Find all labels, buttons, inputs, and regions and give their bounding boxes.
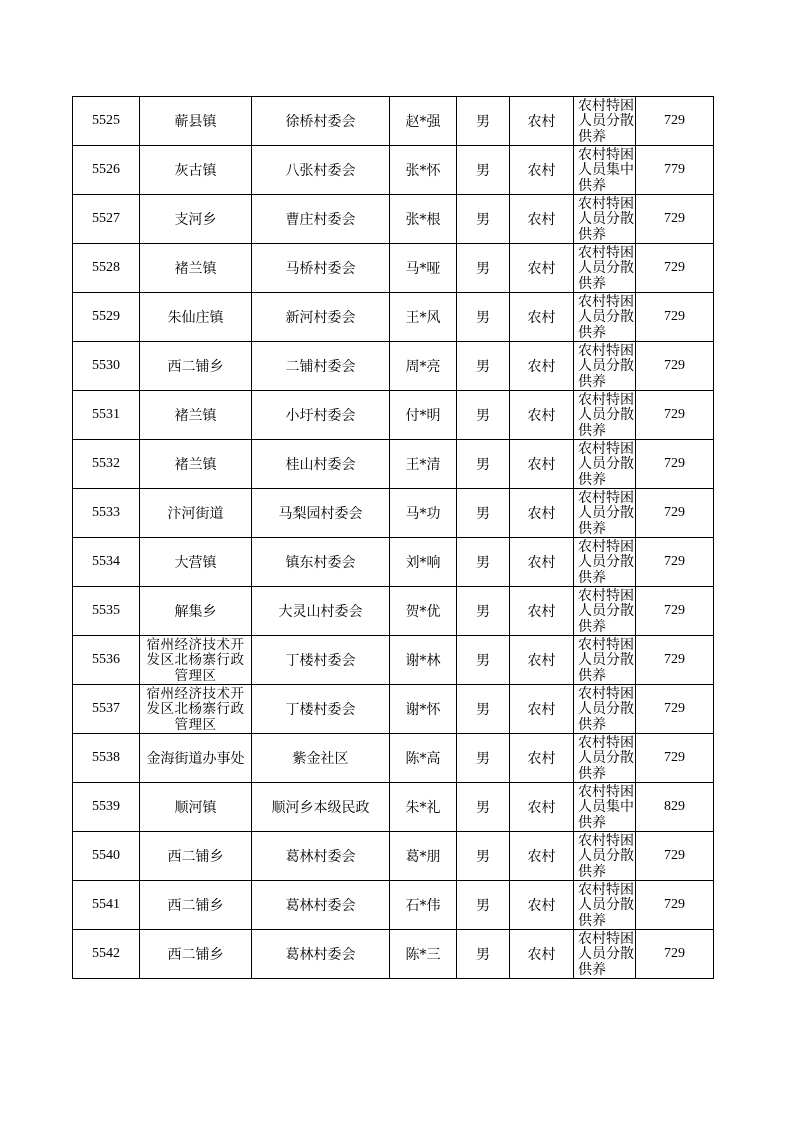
cell-gender: 男 — [457, 97, 510, 146]
cell-amount: 729 — [636, 97, 714, 146]
cell-village: 葛林村委会 — [252, 881, 390, 930]
cell-serial-number: 5542 — [73, 930, 140, 979]
cell-name: 葛*朋 — [390, 832, 457, 881]
cell-name: 马*功 — [390, 489, 457, 538]
cell-amount: 729 — [636, 489, 714, 538]
cell-township: 支河乡 — [140, 195, 252, 244]
cell-amount: 729 — [636, 930, 714, 979]
table-row — [73, 930, 714, 979]
cell-township: 灰古镇 — [140, 146, 252, 195]
cell-name: 谢*林 — [390, 636, 457, 685]
table-row — [73, 685, 714, 734]
cell-gender: 男 — [457, 244, 510, 293]
cell-serial-number: 5528 — [73, 244, 140, 293]
cell-assistance-type: 农村特困人员分散供养 — [574, 391, 636, 440]
cell-amount: 729 — [636, 293, 714, 342]
cell-name: 贺*优 — [390, 587, 457, 636]
cell-serial-number: 5537 — [73, 685, 140, 734]
table-row — [73, 636, 714, 685]
cell-amount: 729 — [636, 391, 714, 440]
cell-name: 石*伟 — [390, 881, 457, 930]
cell-assistance-type: 农村特困人员分散供养 — [574, 489, 636, 538]
cell-township: 褚兰镇 — [140, 391, 252, 440]
cell-assistance-type: 农村特困人员分散供养 — [574, 440, 636, 489]
cell-serial-number: 5527 — [73, 195, 140, 244]
cell-township: 西二铺乡 — [140, 832, 252, 881]
table-row — [73, 832, 714, 881]
cell-name: 付*明 — [390, 391, 457, 440]
cell-village: 马梨园村委会 — [252, 489, 390, 538]
cell-area: 农村 — [510, 636, 574, 685]
cell-assistance-type: 农村特困人员分散供养 — [574, 195, 636, 244]
cell-serial-number: 5529 — [73, 293, 140, 342]
cell-assistance-type: 农村特困人员分散供养 — [574, 244, 636, 293]
cell-amount: 729 — [636, 881, 714, 930]
cell-area: 农村 — [510, 881, 574, 930]
cell-serial-number: 5539 — [73, 783, 140, 832]
cell-area: 农村 — [510, 244, 574, 293]
cell-assistance-type: 农村特困人员分散供养 — [574, 293, 636, 342]
cell-amount: 729 — [636, 636, 714, 685]
table-row — [73, 881, 714, 930]
table-row — [73, 244, 714, 293]
cell-township: 西二铺乡 — [140, 342, 252, 391]
cell-area: 农村 — [510, 391, 574, 440]
table-row — [73, 146, 714, 195]
cell-area: 农村 — [510, 293, 574, 342]
cell-area: 农村 — [510, 97, 574, 146]
cell-serial-number: 5533 — [73, 489, 140, 538]
cell-area: 农村 — [510, 195, 574, 244]
cell-name: 谢*怀 — [390, 685, 457, 734]
table-row — [73, 538, 714, 587]
cell-serial-number: 5535 — [73, 587, 140, 636]
cell-village: 小圩村委会 — [252, 391, 390, 440]
cell-serial-number: 5536 — [73, 636, 140, 685]
cell-gender: 男 — [457, 146, 510, 195]
cell-gender: 男 — [457, 636, 510, 685]
cell-assistance-type: 农村特困人员集中供养 — [574, 146, 636, 195]
cell-township: 金海街道办事处 — [140, 734, 252, 783]
cell-amount: 729 — [636, 244, 714, 293]
cell-area: 农村 — [510, 342, 574, 391]
cell-name: 周*亮 — [390, 342, 457, 391]
cell-village: 丁楼村委会 — [252, 685, 390, 734]
cell-serial-number: 5538 — [73, 734, 140, 783]
cell-amount: 779 — [636, 146, 714, 195]
cell-township: 大营镇 — [140, 538, 252, 587]
cell-assistance-type: 农村特困人员分散供养 — [574, 930, 636, 979]
cell-area: 农村 — [510, 538, 574, 587]
cell-assistance-type: 农村特困人员分散供养 — [574, 97, 636, 146]
cell-village: 顺河乡本级民政 — [252, 783, 390, 832]
cell-area: 农村 — [510, 685, 574, 734]
cell-township: 蕲县镇 — [140, 97, 252, 146]
cell-name: 王*清 — [390, 440, 457, 489]
cell-village: 葛林村委会 — [252, 930, 390, 979]
cell-village: 马桥村委会 — [252, 244, 390, 293]
cell-amount: 729 — [636, 440, 714, 489]
cell-amount: 729 — [636, 342, 714, 391]
table-row — [73, 391, 714, 440]
cell-gender: 男 — [457, 293, 510, 342]
cell-gender: 男 — [457, 832, 510, 881]
cell-township: 西二铺乡 — [140, 930, 252, 979]
cell-gender: 男 — [457, 342, 510, 391]
cell-name: 张*怀 — [390, 146, 457, 195]
table-row — [73, 97, 714, 146]
table-row — [73, 734, 714, 783]
cell-assistance-type: 农村特困人员集中供养 — [574, 783, 636, 832]
cell-serial-number: 5525 — [73, 97, 140, 146]
cell-serial-number: 5531 — [73, 391, 140, 440]
cell-assistance-type: 农村特困人员分散供养 — [574, 538, 636, 587]
cell-township: 西二铺乡 — [140, 881, 252, 930]
cell-area: 农村 — [510, 489, 574, 538]
cell-assistance-type: 农村特困人员分散供养 — [574, 587, 636, 636]
cell-gender: 男 — [457, 783, 510, 832]
table-row — [73, 783, 714, 832]
cell-assistance-type: 农村特困人员分散供养 — [574, 636, 636, 685]
cell-name: 张*根 — [390, 195, 457, 244]
cell-village: 镇东村委会 — [252, 538, 390, 587]
cell-township: 汴河街道 — [140, 489, 252, 538]
table-row — [73, 587, 714, 636]
cell-area: 农村 — [510, 783, 574, 832]
cell-area: 农村 — [510, 440, 574, 489]
cell-amount: 729 — [636, 734, 714, 783]
cell-gender: 男 — [457, 391, 510, 440]
cell-village: 紫金社区 — [252, 734, 390, 783]
cell-village: 丁楼村委会 — [252, 636, 390, 685]
cell-amount: 829 — [636, 783, 714, 832]
cell-township: 褚兰镇 — [140, 244, 252, 293]
cell-amount: 729 — [636, 685, 714, 734]
cell-amount: 729 — [636, 587, 714, 636]
cell-assistance-type: 农村特困人员分散供养 — [574, 685, 636, 734]
cell-serial-number: 5541 — [73, 881, 140, 930]
cell-gender: 男 — [457, 734, 510, 783]
cell-township: 宿州经济技术开发区北杨寨行政管理区 — [140, 685, 252, 734]
table-row — [73, 342, 714, 391]
cell-amount: 729 — [636, 195, 714, 244]
cell-assistance-type: 农村特困人员分散供养 — [574, 881, 636, 930]
cell-village: 二铺村委会 — [252, 342, 390, 391]
cell-area: 农村 — [510, 832, 574, 881]
cell-village: 曹庄村委会 — [252, 195, 390, 244]
table-body — [73, 97, 714, 979]
cell-serial-number: 5526 — [73, 146, 140, 195]
cell-village: 徐桥村委会 — [252, 97, 390, 146]
cell-village: 桂山村委会 — [252, 440, 390, 489]
cell-township: 顺河镇 — [140, 783, 252, 832]
cell-name: 马*哑 — [390, 244, 457, 293]
cell-area: 农村 — [510, 587, 574, 636]
cell-serial-number: 5530 — [73, 342, 140, 391]
cell-village: 大灵山村委会 — [252, 587, 390, 636]
cell-gender: 男 — [457, 881, 510, 930]
cell-name: 王*风 — [390, 293, 457, 342]
table-row — [73, 293, 714, 342]
cell-serial-number: 5540 — [73, 832, 140, 881]
cell-area: 农村 — [510, 734, 574, 783]
cell-amount: 729 — [636, 538, 714, 587]
cell-gender: 男 — [457, 489, 510, 538]
cell-gender: 男 — [457, 930, 510, 979]
cell-township: 解集乡 — [140, 587, 252, 636]
cell-amount: 729 — [636, 832, 714, 881]
cell-village: 葛林村委会 — [252, 832, 390, 881]
cell-township: 朱仙庄镇 — [140, 293, 252, 342]
cell-name: 陈*三 — [390, 930, 457, 979]
cell-assistance-type: 农村特困人员分散供养 — [574, 832, 636, 881]
cell-village: 新河村委会 — [252, 293, 390, 342]
cell-gender: 男 — [457, 538, 510, 587]
cell-village: 八张村委会 — [252, 146, 390, 195]
cell-gender: 男 — [457, 195, 510, 244]
cell-assistance-type: 农村特困人员分散供养 — [574, 734, 636, 783]
table-row — [73, 195, 714, 244]
cell-area: 农村 — [510, 146, 574, 195]
cell-serial-number: 5532 — [73, 440, 140, 489]
cell-name: 刘*响 — [390, 538, 457, 587]
cell-gender: 男 — [457, 587, 510, 636]
cell-serial-number: 5534 — [73, 538, 140, 587]
table-row — [73, 489, 714, 538]
cell-gender: 男 — [457, 685, 510, 734]
cell-gender: 男 — [457, 440, 510, 489]
cell-area: 农村 — [510, 930, 574, 979]
table-row — [73, 440, 714, 489]
cell-name: 陈*高 — [390, 734, 457, 783]
recipient-table — [72, 96, 714, 979]
cell-township: 褚兰镇 — [140, 440, 252, 489]
cell-name: 朱*礼 — [390, 783, 457, 832]
cell-assistance-type: 农村特困人员分散供养 — [574, 342, 636, 391]
cell-township: 宿州经济技术开发区北杨寨行政管理区 — [140, 636, 252, 685]
cell-name: 赵*强 — [390, 97, 457, 146]
